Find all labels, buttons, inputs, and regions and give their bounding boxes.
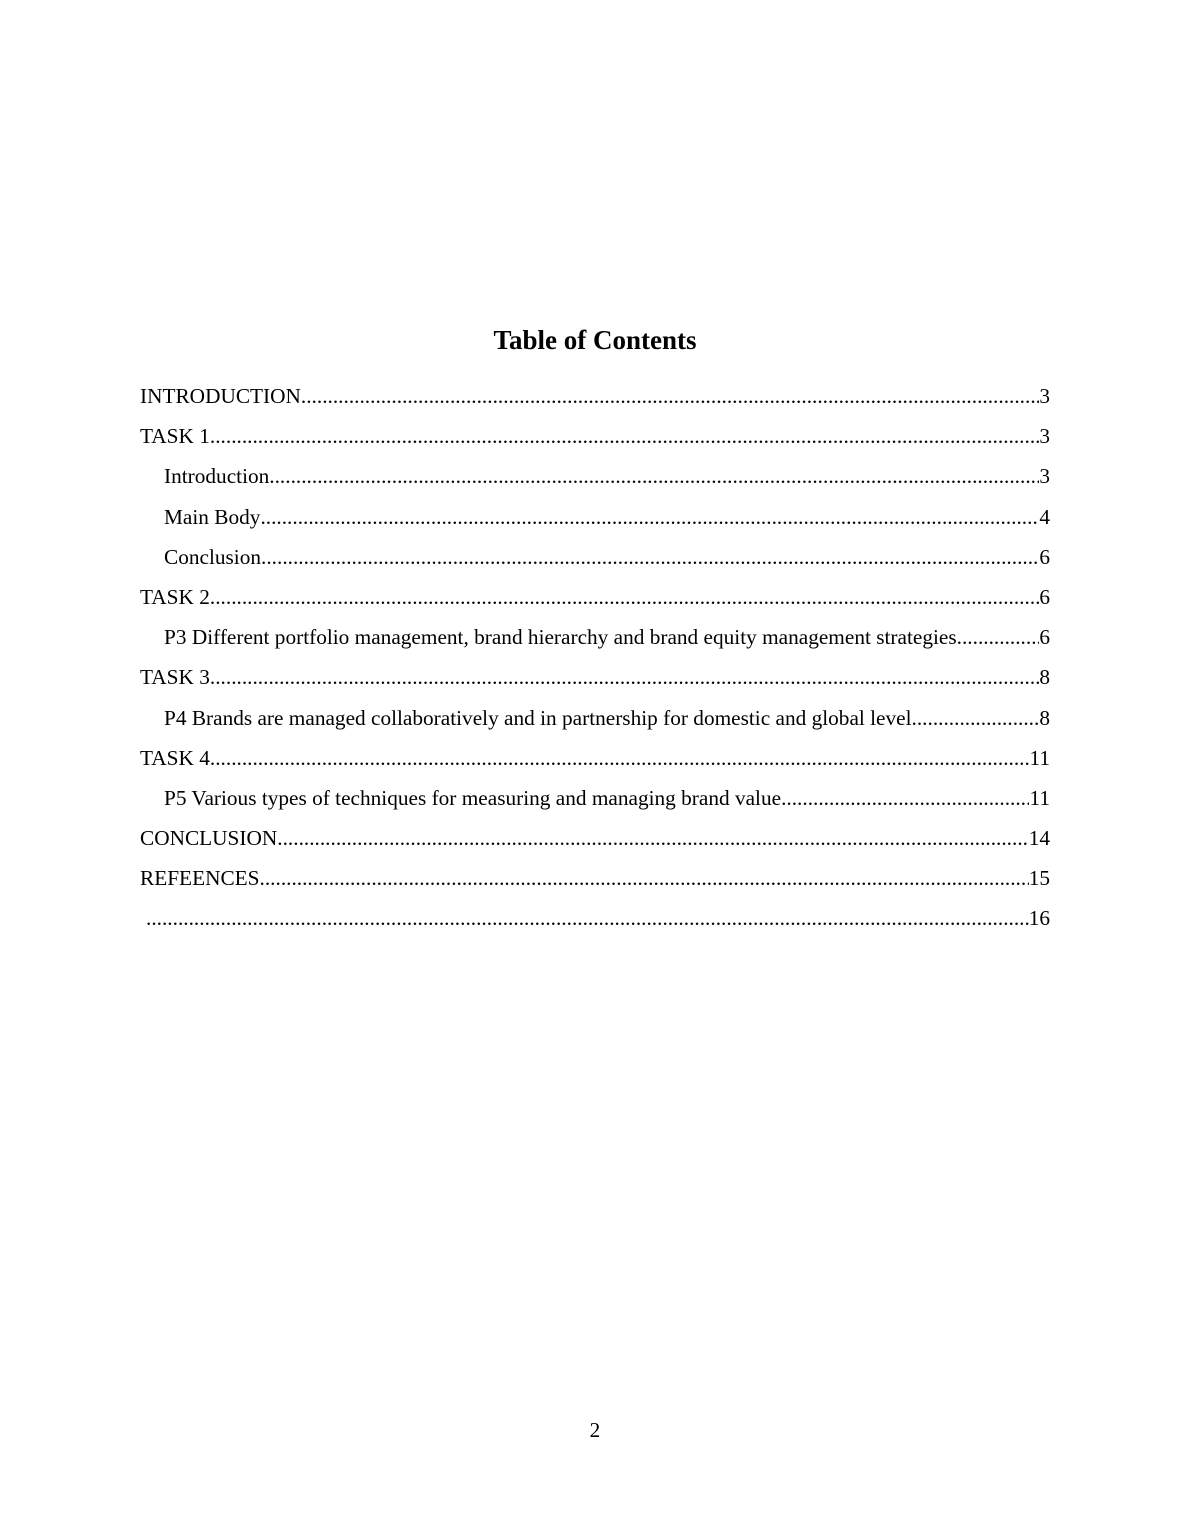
- toc-entry-task-4[interactable]: [140, 742, 1050, 782]
- toc-entry-title: P4 Brands are managed collaboratively and in partnership for domestic and global level: [164, 705, 912, 730]
- toc-entry-page: 8: [1039, 705, 1050, 730]
- toc-dot-leader: [210, 581, 1039, 613]
- toc-entry-task-1-main-body[interactable]: [140, 501, 1050, 541]
- toc-dot-leader: [210, 420, 1039, 452]
- toc-dot-leader: [957, 621, 1040, 653]
- toc-dot-leader: [260, 862, 1029, 894]
- toc-entry-task-1[interactable]: [140, 420, 1050, 460]
- toc-entry-title: Main Body: [164, 504, 261, 529]
- toc-entry-title: REFEENCES: [140, 866, 260, 891]
- toc-dot-leader: [269, 460, 1039, 492]
- toc-entry-page: 16: [1028, 906, 1050, 931]
- toc-entry-task-2[interactable]: [140, 581, 1050, 621]
- page-number: 2: [589, 1418, 601, 1442]
- toc-dot-leader: [210, 661, 1039, 693]
- toc-entry-page: 15: [1028, 866, 1050, 891]
- toc-dot-leader: [277, 822, 1028, 854]
- table-of-contents: [140, 380, 1050, 943]
- toc-entry-p3[interactable]: [140, 621, 1050, 661]
- toc-entry-task-3[interactable]: [140, 661, 1050, 701]
- toc-entry-page: 14: [1028, 826, 1050, 851]
- toc-entry-p4[interactable]: [140, 702, 1050, 742]
- toc-dot-leader: [146, 902, 1029, 934]
- toc-entry-p5[interactable]: [140, 782, 1050, 822]
- toc-dot-leader: [210, 742, 1030, 774]
- toc-entry-references[interactable]: [140, 862, 1050, 902]
- toc-entry-page: 3: [1039, 384, 1050, 408]
- toc-dot-leader: [301, 380, 1039, 412]
- toc-entry-title: INTRODUCTION: [140, 384, 301, 408]
- toc-entry-conclusion[interactable]: [140, 822, 1050, 862]
- toc-entry-title: TASK 3: [140, 665, 210, 690]
- toc-entry-task-1-introduction[interactable]: [140, 460, 1050, 500]
- toc-entry-page: 11: [1029, 745, 1050, 770]
- toc-entry-title: Conclusion: [164, 544, 262, 569]
- toc-dot-leader: [260, 501, 1039, 533]
- toc-entry-title: CONCLUSION: [140, 826, 278, 851]
- toc-entry-page: 11: [1029, 785, 1050, 810]
- toc-dot-leader: [261, 541, 1039, 573]
- toc-entry-page: 8: [1039, 665, 1050, 690]
- toc-entry-page: 4: [1039, 504, 1050, 529]
- toc-entry-task-1-conclusion[interactable]: [140, 541, 1050, 581]
- toc-entry-introduction[interactable]: [140, 380, 1050, 420]
- toc-entry-title: TASK 4: [140, 745, 210, 770]
- toc-entry-title: TASK 1: [140, 424, 210, 449]
- toc-entry-page: 3: [1039, 424, 1050, 449]
- toc-entry-page: 6: [1039, 625, 1050, 650]
- toc-heading: Table of Contents: [493, 325, 697, 355]
- toc-entry-page: 6: [1039, 544, 1050, 569]
- toc-dot-leader: [912, 702, 1040, 734]
- toc-entry-page: 6: [1039, 584, 1050, 609]
- toc-entry-page: 3: [1039, 464, 1050, 489]
- toc-dot-leader: [781, 782, 1029, 814]
- toc-entry-untitled[interactable]: [140, 902, 1050, 942]
- toc-entry-title: P3 Different portfolio management, brand hierarchy and brand equity management strategies: [164, 625, 957, 650]
- toc-entry-title: Introduction: [164, 464, 270, 489]
- toc-entry-title: P5 Various types of techniques for measuring and managing brand value: [164, 785, 782, 810]
- toc-entry-title: TASK 2: [140, 584, 210, 609]
